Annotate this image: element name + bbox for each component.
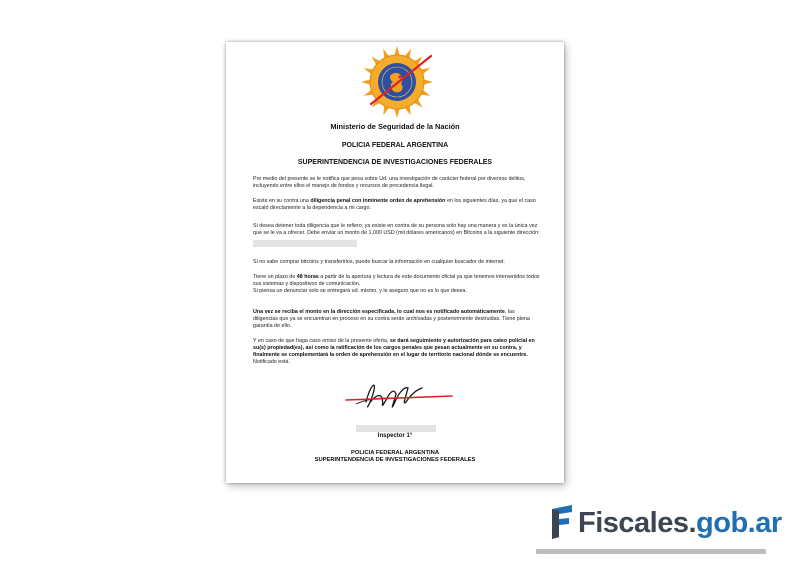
ministry-heading: Ministerio de Seguridad de la Nación [330,122,460,131]
paragraph-text: en los siguientes días, ya que el caso escaló directamente a la dependencia a mi cargo. [253,198,536,211]
scanned-letter [226,42,564,483]
fiscales-logo-text [578,506,782,540]
paragraph-text: Si piensa un denunciar solo se entregará ud. mismo, y le aseguro que no es lo que desea. [253,288,467,294]
paragraph-text: Si desea detener toda diligencia que le refiero; ya existe en contra de su persona solo hay una manera y es la única vez que se le va a ofrecer. Debe enviar un monto de 1,000 USD (mil dólares americanos) en Bitcoins a la siguiente dirección: [253,223,540,236]
footer-agency: POLICIA FEDERAL ARGENTINA [350,450,440,456]
fiscales-logo-icon [550,505,574,539]
paragraph-threat [253,338,541,366]
crossed-signature-icon [336,376,456,416]
paragraph-text: Si no sabe comprar bitcoins y transferirlos, puede buscar la información en cualquier buscador de internet. [253,259,505,265]
police-seal-icon [357,44,437,120]
agency-heading: POLICIA FEDERAL ARGENTINA [341,142,449,149]
paragraph-text: a partir de la apertura y lectura de este documento oficial ya que tenemos intervenidos todos sus sistemas y dispositivos de comunicación. [253,274,540,287]
signatory-title: Inspector 1° [377,433,413,439]
department-heading: SUPERINTENDENCIA DE INVESTIGACIONES FEDERALES [297,159,493,166]
redacted-bitcoin-address [253,240,357,247]
paragraph-bitcoin-help [253,259,541,266]
paragraph-bold-text: 48 horas [296,274,319,280]
paragraph-text: Existe en su contra una [253,198,311,204]
paragraph-diligence [253,198,541,212]
paragraph-text: Tiene un plazo de [253,274,297,280]
paragraph-text: Notificado está. [253,359,290,365]
paragraph-text: Y en caso de que haga caso omiso de la presente oferta, [253,338,390,344]
fiscales-watermark-logo [548,505,782,545]
paragraph-deadline [253,274,541,295]
paragraph-text: Por medio del presente se le notifica que pesa sobre Ud. una investigación de carácter federal por diversos delitos, incluyendo entre ellos el manejo de fondos y recursos de procedencia ilegal. [253,176,526,189]
footer-department: SUPERINTENDENCIA DE INVESTIGACIONES FEDERALES [314,457,476,463]
logo-text-part: gob.ar [696,507,782,539]
paragraph-guarantee [253,309,541,330]
paragraph-bold-text: se dará seguimiento y autorización para cateo policial en su(s) propiedad(es), así como la ratificación de los cargos penales que pesan actualmente en su contra, y finalmente se complementará la orden de aprehensión en el lugar de territorio nacional dónde se encuentre. [253,338,535,358]
paragraph-bold-text: Una vez se reciba el monto en la dirección especificada, lo cual nos es notificado automáticamente [253,309,505,315]
logo-underline [536,549,766,554]
paragraph-bold-text: diligencia penal con inminente orden de aprehensión [310,198,446,204]
paragraph-payment-demand [253,223,541,247]
paragraph-text: , las diligencias que ya se encuentran en proceso en su contra serán archivadas y posteriormente destruidas. Tiene plena garantía de ello. [253,309,530,329]
paragraph-investigation [253,176,541,190]
redacted-signatory-name [356,425,436,432]
logo-text-part: Fiscales. [578,507,697,539]
